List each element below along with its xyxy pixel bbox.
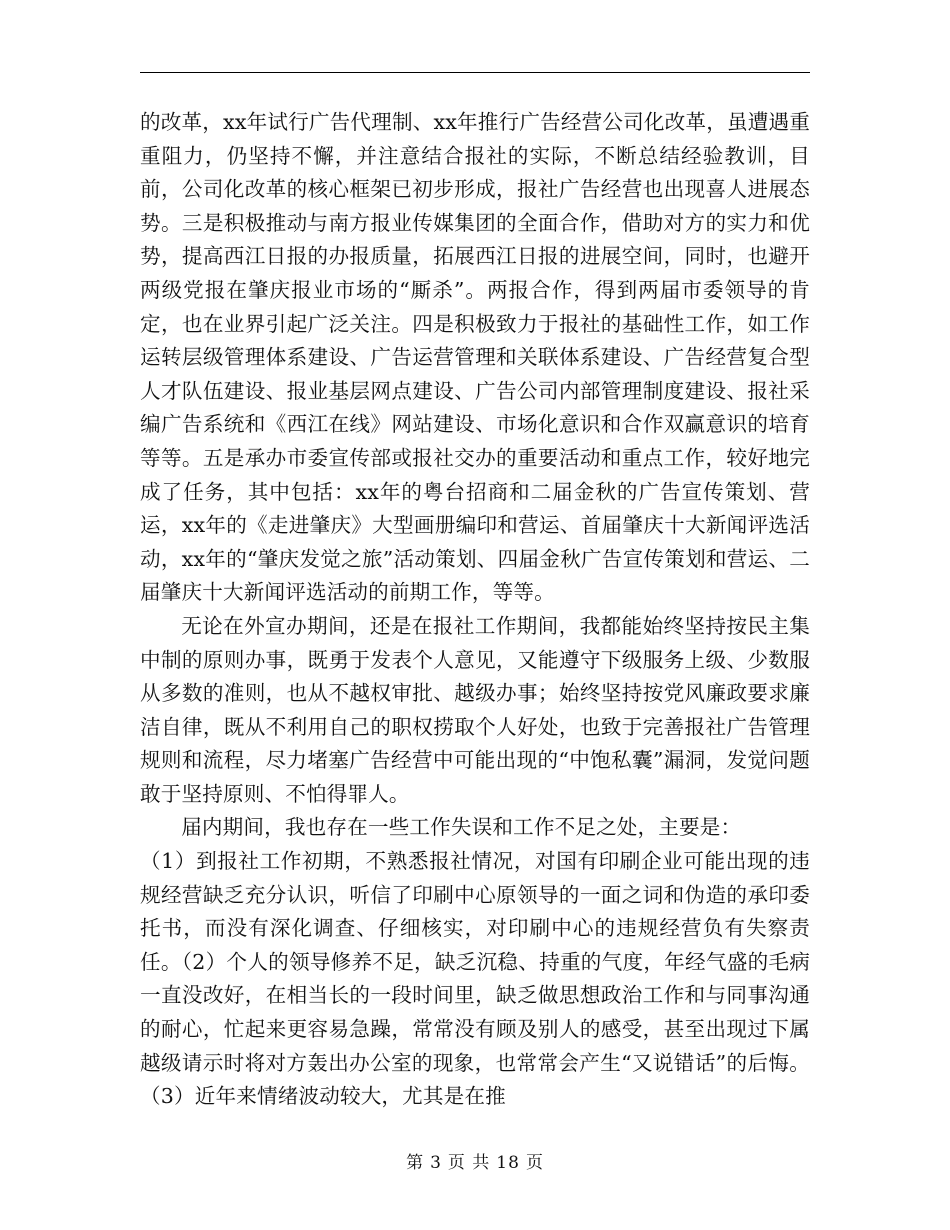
paragraph-3: 届内期间，我也存在一些工作失误和工作不足之处，主要是： (181, 815, 742, 840)
footer-total-pages: 18 (496, 1153, 520, 1173)
page-footer (0, 1148, 950, 1173)
footer-suffix: 页 (525, 1153, 544, 1173)
document-body (140, 106, 810, 1114)
header-rule (140, 72, 810, 73)
paragraph-4: （1）到报社工作初期，不熟悉报社情况，对国有印刷企业可能出现的违规经营缺乏充分认识，听信了印刷中心原领导的一面之词和伪造的承印委托书，而没有深化调查、仔细核实，对印刷中心的违规经营负有失察责任。（2）个人的领导修养不足，缺乏沉稳、持重的气度，年经气盛的毛病一直没改好，在相当长的一段时间里，缺乏做思想政治工作和与同事沟通的耐心，忙起来更容易急躁，常常没有顾及别人的感受，甚至出现过下属越级请示时将对方轰出办公室的现象，也常常会产生“又说错话”的后悔。（3）近年来情绪波动较大，尤其是在推 (140, 849, 810, 1109)
footer-middle: 页 共 (447, 1153, 491, 1173)
footer-page-number: 3 (430, 1153, 442, 1173)
footer-prefix: 第 (406, 1153, 425, 1173)
paragraph-2: 无论在外宣办期间，还是在报社工作期间，我都能始终坚持按民主集中制的原则办事，既勇于发表个人意见，又能遵守下级服务上级、少数服从多数的准则，也从不越权审批、越级办事；始终坚持按党风廉政要求廉洁自律，既从不利用自己的职权捞取个人好处，也致于完善报社广告管理规则和流程，尽力堵塞广告经营中可能出现的“中饱私囊”漏洞，发觉问题敢于坚持原则、不怕得罪人。 (140, 613, 810, 806)
paragraph-1: 的改革，xx年试行广告代理制、xx年推行广告经营公司化改革，虽遭遇重重阻力，仍坚持不懈，并注意结合报社的实际，不断总结经验教训，目前，公司化改革的核心框架已初步形成，报社广告经营也出现喜人进展态势。三是积极推动与南方报业传媒集团的全面合作，借助对方的实力和优势，提高西江日报的办报质量，拓展西江日报的进展空间，同时，也避开两级党报在肇庆报业市场的“厮杀”。两报合作，得到两届市委领导的肯定，也在业界引起广泛关注。四是积极致力于报社的基础性工作，如工作运转层级管理体系建设、广告运营管理和关联体系建设、广告经营复合型人才队伍建设、报业基层网点建设、广告公司内部管理制度建设、报社采编广告系统和《西江在线》网站建设、市场化意识和合作双赢意识的培育等等。五是承办市委宣传部或报社交办的重要活动和重点工作，较好地完成了任务，其中包括：xx年的粤台招商和二届金秋的广告宣传策划、营运，xx年的《走进肇庆》大型画册编印和营运、首届肇庆十大新闻评选活动，xx年的“肇庆发觉之旅”活动策划、四届金秋广告宣传策划和营运、二届肇庆十大新闻评选活动的前期工作，等等。 (140, 110, 810, 605)
